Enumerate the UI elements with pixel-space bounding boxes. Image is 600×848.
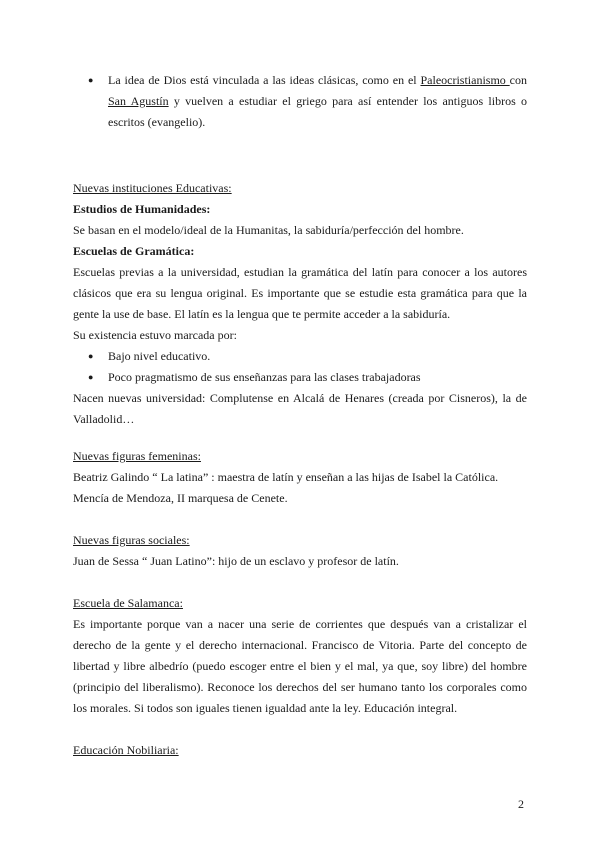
existencia-text: Su existencia estuvo marcada por: (73, 328, 237, 342)
nobiliaria-heading: Educación Nobiliaria: (73, 743, 179, 757)
sociales-heading: Nuevas figuras sociales: (73, 533, 190, 547)
nobiliaria-section (73, 740, 527, 761)
sociales-line-1: Juan de Sessa “ Juan Latino”: hijo de un esclavo y profesor de latín. (73, 554, 399, 568)
femeninas-heading: Nuevas figuras femeninas: (73, 449, 201, 463)
instituciones-heading: Nuevas instituciones Educativas: (73, 181, 232, 195)
salamanca-section (73, 593, 527, 719)
humanidades-text: Se basan en el modelo/ideal de la Humanitas, la sabiduría/perfección del hombre. (73, 223, 464, 237)
intro-bullet (73, 70, 527, 133)
universidades-text: Nacen nuevas universidad: Complutense en Alcalá de Henares (creada por Cisneros), la de Valladolid… (73, 391, 527, 426)
sociales-section (73, 530, 527, 572)
list-item (73, 70, 527, 133)
list-item (73, 367, 527, 388)
list-item-text: Bajo nivel educativo. (108, 349, 211, 363)
intro-text-2: con (509, 73, 527, 87)
bullet-icon: ● (88, 372, 94, 382)
femeninas-line-2: Mencía de Mendoza, II marquesa de Cenete. (73, 491, 288, 505)
bullet-icon: ● (88, 351, 94, 361)
femeninas-section (73, 446, 527, 509)
femeninas-line-1: Beatriz Galindo “ La latina” : maestra de latín y enseñan a las hijas de Isabel la Católica. (73, 470, 499, 484)
existencia-list (73, 346, 527, 388)
instituciones-section (73, 178, 527, 430)
bullet-icon: ● (88, 75, 94, 85)
intro-text-3: y vuelven a estudiar el griego para así entender los antiguos libros o escritos (evangelio). (108, 94, 528, 129)
paleocristianismo-link[interactable]: Paleocristianismo (420, 73, 510, 87)
humanidades-title: Estudios de Humanidades: (73, 202, 211, 216)
salamanca-heading: Escuela de Salamanca: (73, 596, 183, 610)
gramatica-title: Escuelas de Gramática: (73, 244, 195, 258)
intro-text-1: La idea de Dios está vinculada a las ideas clásicas, como en el (108, 73, 421, 87)
list-item (73, 346, 527, 367)
salamanca-text: Es importante porque van a nacer una serie de corrientes que después van a cristalizar el derecho de la gente y el derecho internacional. Francisco de Vitoria. Parte del concepto de libertad y libre albedrío (puedo escoger entre el bien y el mal, ya que, soy libre) del hombre (principio del liberalismo). Reconoce los derechos del ser humano tanto los corporales como los morales. Si todos son iguales tienen igualdad ante la ley. Educación integral. (73, 617, 527, 715)
page-number: 2 (518, 797, 524, 811)
san-agustin-link[interactable]: San Agustín (108, 94, 169, 108)
gramatica-text: Escuelas previas a la universidad, estudian la gramática del latín para conocer a los autores clásicos que era su lengua original. Es importante que se estudie esta gramática para que la gente la use de base. El latín es la lengua que te permite acceder a la sabiduría. (73, 265, 527, 321)
list-item-text: Poco pragmatismo de sus enseñanzas para las clases trabajadoras (108, 370, 421, 384)
